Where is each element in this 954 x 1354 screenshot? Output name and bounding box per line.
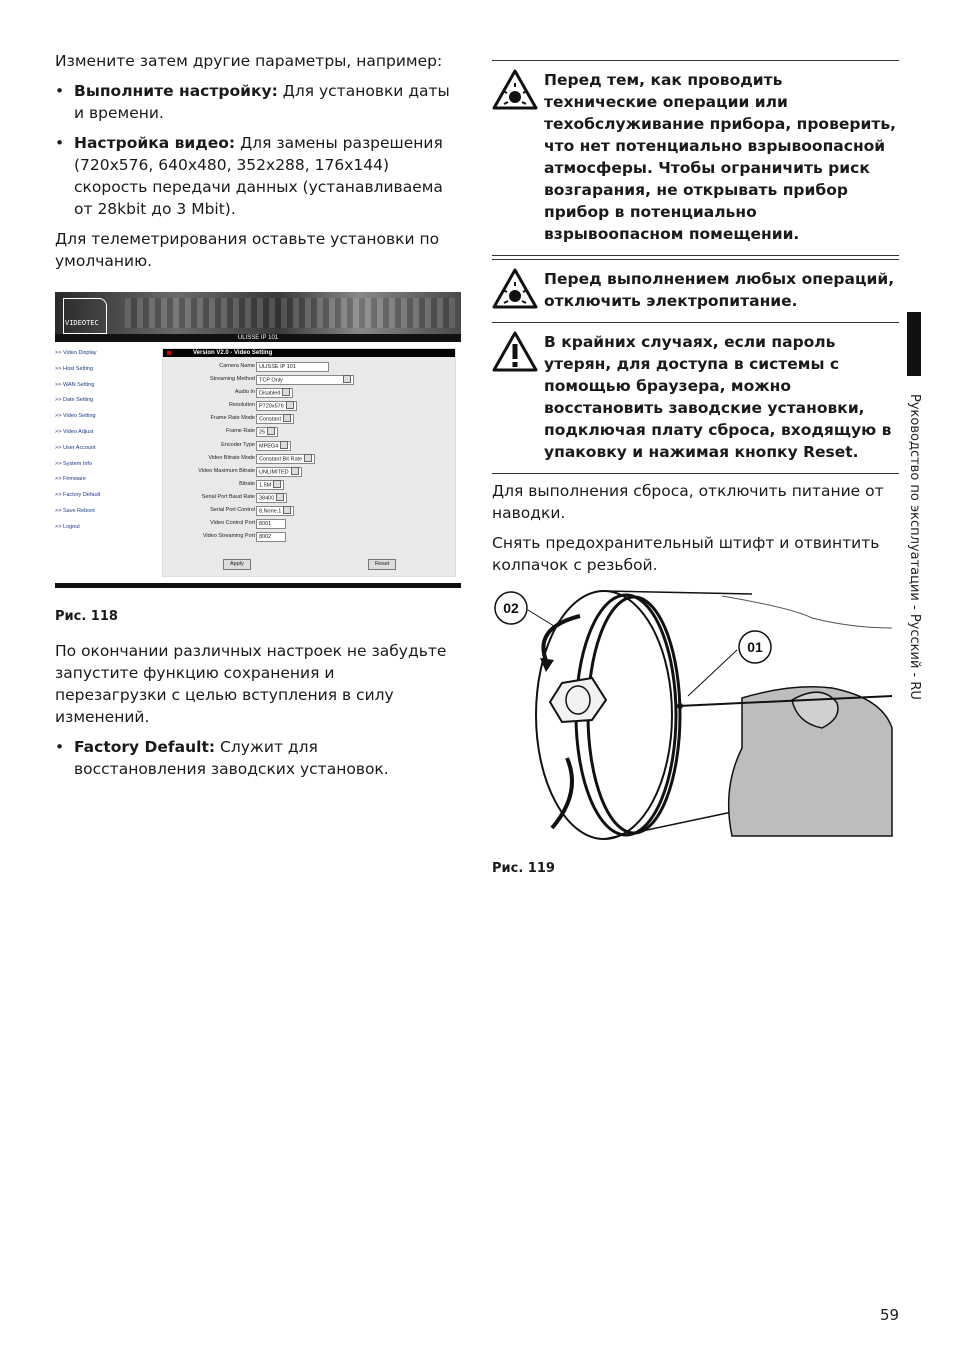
section-tab-marker <box>907 312 921 376</box>
menu-prefix: >> <box>55 507 62 514</box>
setting-value: 25 <box>259 429 266 436</box>
setting-label: Video Maximum Bitrate <box>198 467 255 474</box>
menu-item-save-reboot[interactable] <box>55 506 155 522</box>
setting-row-video-max-bitrate <box>163 466 455 479</box>
dropdown-arrow-icon <box>286 401 294 409</box>
setting-label: Video Control Port <box>210 520 255 527</box>
menu-item-factory-default[interactable] <box>55 490 155 506</box>
menu-label: WAN Setting <box>62 381 95 388</box>
setting-label: Serial Port Control <box>210 507 255 514</box>
video-bitrate-mode-select[interactable] <box>256 454 315 464</box>
warning-text: Перед тем, как проводить технические операции или техобслуживание прибора, проверить, что нет потенциально взрывоопасной атмосферы. Чтобы ограничить риск возгарания, не открывать прибор прибор в потенциально взрывоопасном помещении. <box>544 71 897 243</box>
telemetry-text: Для телеметрирования оставьте установки по умолчанию. <box>55 230 440 270</box>
menu-prefix: >> <box>55 428 62 435</box>
menu-item-logout[interactable] <box>55 522 155 538</box>
warning-explosive-atmosphere <box>492 60 899 255</box>
right-column <box>492 60 899 584</box>
setting-value: 8002 <box>259 534 272 541</box>
bullet-video-setting <box>55 132 450 220</box>
setting-row-camera-name <box>163 361 455 374</box>
setting-label: Audio In <box>234 389 255 396</box>
bullet-bold: Настройка видео: <box>74 134 236 152</box>
menu-label: Host Setting <box>62 365 93 372</box>
panel-header <box>163 349 455 357</box>
video-control-port-input[interactable] <box>256 519 286 529</box>
menu-prefix: >> <box>55 365 62 372</box>
setting-label: Frame Rate <box>225 428 255 435</box>
audio-in-select[interactable] <box>256 388 293 398</box>
baud-rate-select[interactable] <box>256 493 287 503</box>
setting-label: Bitrate <box>239 480 255 487</box>
warning-password-lost <box>492 322 899 474</box>
setting-row-bitrate <box>163 479 455 492</box>
dropdown-arrow-icon <box>304 454 312 462</box>
menu-prefix: >> <box>55 444 62 451</box>
menu-label: Logout <box>62 523 80 530</box>
setting-value: 38400 <box>259 495 275 502</box>
menu-item-system-info[interactable] <box>55 459 155 475</box>
menu-label: Factory Default <box>62 492 101 499</box>
menu-item-video-display[interactable] <box>55 348 155 364</box>
screenshot-banner <box>55 292 461 334</box>
menu-item-date-setting[interactable] <box>55 395 155 411</box>
setting-value: Constant Bit Rate <box>259 456 303 463</box>
side-running-header: Руководство по эксплуатации - Русский - RU <box>907 394 922 700</box>
fig118-caption: Рис. 118 <box>55 609 118 624</box>
bullet-dot: • <box>55 134 65 152</box>
dropdown-arrow-icon <box>283 506 291 514</box>
menu-prefix: >> <box>55 460 62 467</box>
setting-row-video-bitrate-mode <box>163 453 455 466</box>
setting-value: ULISSE IP 101 <box>259 364 296 370</box>
fig118-screenshot <box>55 292 461 588</box>
dropdown-arrow-icon <box>280 441 288 449</box>
setting-value: Disabled <box>259 390 281 397</box>
bullet-bold: Factory Default: <box>74 738 216 756</box>
setting-row-video-streaming-port <box>163 531 455 544</box>
setting-label: Video Bitrate Mode <box>208 454 255 461</box>
menu-label: Date Setting <box>62 397 94 404</box>
setting-label: Video Streaming Port <box>202 533 255 540</box>
setting-row-encoder-type <box>163 440 455 453</box>
encoder-type-select[interactable] <box>256 441 291 451</box>
fig119-caption: Рис. 119 <box>492 861 555 876</box>
setting-value: TCP Only <box>259 377 283 384</box>
setting-row-frame-rate-mode <box>163 413 455 426</box>
bullet-dot: • <box>55 738 65 756</box>
menu-item-user-account[interactable] <box>55 443 155 459</box>
video-streaming-port-input[interactable] <box>256 532 286 542</box>
fig119-illustration <box>492 588 894 840</box>
setting-row-audio-in <box>163 387 455 400</box>
screenshot-menu <box>55 348 155 538</box>
left-column <box>55 50 450 788</box>
setting-row-video-control-port <box>163 518 455 531</box>
explosion-warning-icon <box>492 268 538 310</box>
menu-prefix: >> <box>55 492 62 499</box>
setting-row-serial-control <box>163 505 455 518</box>
menu-label: Firmware <box>62 476 86 483</box>
setting-row-baud-rate <box>163 492 455 505</box>
serial-control-select[interactable] <box>256 506 294 516</box>
reset-text-1: Для выполнения сброса, отключить питание от наводки. <box>492 482 884 522</box>
setting-label: Encoder Type <box>221 441 255 448</box>
menu-label: Video Display <box>62 350 97 356</box>
screenshot-title: ULISSE IP 101 <box>55 334 461 342</box>
menu-prefix: >> <box>55 413 62 420</box>
callout-02: 02 <box>503 600 519 616</box>
setting-value: MPEG4 <box>259 443 279 450</box>
bitrate-select[interactable] <box>256 480 284 490</box>
setting-row-resolution <box>163 400 455 413</box>
menu-prefix: >> <box>55 381 62 388</box>
streaming-method-select[interactable] <box>256 375 354 385</box>
bullet-dot: • <box>55 82 65 100</box>
reset-text-2: Снять предохранительный штифт и отвинтить колпачок с резьбой. <box>492 534 880 574</box>
dropdown-arrow-icon <box>283 414 291 422</box>
explosion-warning-icon <box>492 69 538 111</box>
menu-item-host-setting[interactable] <box>55 364 155 380</box>
menu-label: Video Setting <box>62 413 96 420</box>
setting-label: Streaming Method <box>210 376 255 383</box>
panel-title: Version V2.0 - Video Setting <box>193 350 273 356</box>
dropdown-arrow-icon <box>343 375 351 383</box>
menu-prefix: >> <box>55 350 62 356</box>
dropdown-arrow-icon <box>282 388 290 396</box>
frame-rate-mode-select[interactable] <box>256 414 294 424</box>
warning-text: В крайних случаях, если пароль утерян, для доступа в системы с помощью браузера, можно восстановить заводские установки, подключая плату сброса, входящую в упаковку и нажимая кнопку Reset. <box>544 333 892 461</box>
setting-row-frame-rate <box>163 426 455 439</box>
camera-name-input[interactable] <box>256 362 329 372</box>
reset-button[interactable]: Reset <box>368 559 396 570</box>
video-setting-panel <box>162 348 456 577</box>
dropdown-arrow-icon <box>267 427 275 435</box>
video-max-bitrate-select[interactable] <box>256 467 302 477</box>
resolution-select[interactable] <box>256 401 297 411</box>
menu-label: System Info <box>62 460 93 467</box>
bullet-date-setting <box>55 80 450 124</box>
dropdown-arrow-icon <box>276 493 284 501</box>
menu-prefix: >> <box>55 523 62 530</box>
menu-item-wan-setting[interactable] <box>55 380 155 396</box>
menu-item-firmware[interactable] <box>55 474 155 490</box>
menu-label: Save Reboot <box>62 507 95 514</box>
setting-value: UNLIMITED <box>259 469 289 476</box>
dropdown-arrow-icon <box>291 467 299 475</box>
warning-text: Перед выполнением любых операций, отключить электропитание. <box>544 270 895 310</box>
logo-text: VIDEOTEC <box>65 319 99 327</box>
divider <box>492 255 899 256</box>
bullet-factory-default <box>55 736 450 780</box>
setting-value: P720x576 <box>259 403 284 410</box>
setting-label: Resolution <box>229 402 255 409</box>
warning-power-off <box>492 259 899 322</box>
setting-value: 1.5M <box>259 482 272 489</box>
menu-label: Video Adjust <box>62 428 94 435</box>
setting-value: 8001 <box>259 521 272 528</box>
after-settings-text: По окончании различных настроек не забудьте запустите функцию сохранения и перезагрузки с целью вступления в силу изменений. <box>55 642 447 726</box>
setting-value: 8,None,1 <box>259 508 282 515</box>
bullet-text: Для установки даты и времени. <box>74 82 450 122</box>
setting-label: Camera Name <box>219 363 255 369</box>
menu-label: User Account <box>62 444 96 451</box>
setting-label: Serial Port Baud Rate <box>201 493 255 500</box>
status-dot <box>167 351 171 355</box>
menu-item-video-adjust[interactable] <box>55 427 155 443</box>
dropdown-arrow-icon <box>273 480 281 488</box>
apply-button[interactable]: Apply <box>223 559 251 570</box>
setting-row-streaming-method <box>163 374 455 387</box>
exclamation-warning-icon <box>492 331 538 373</box>
callout-01: 01 <box>747 639 763 655</box>
setting-label: Frame Rate Mode <box>210 415 255 422</box>
bullet-text: Служит для восстановления заводских установок. <box>74 738 389 778</box>
intro-text: Измените затем другие параметры, например: <box>55 52 443 70</box>
videotec-logo <box>63 298 107 334</box>
page-number: 59 <box>880 1306 900 1324</box>
bullet-text: Для замены разрешения (720x576, 640x480, 352x288, 176x144) скорость передачи данных (устанавливаема от 28kbit до 3 Mbit). <box>74 134 443 218</box>
frame-rate-select[interactable] <box>256 427 278 437</box>
menu-prefix: >> <box>55 476 62 483</box>
setting-value: Constant <box>259 416 282 423</box>
bullet-bold: Выполните настройку: <box>74 82 278 100</box>
menu-prefix: >> <box>55 397 62 404</box>
menu-item-video-setting[interactable] <box>55 411 155 427</box>
keyboard-image <box>125 298 455 328</box>
